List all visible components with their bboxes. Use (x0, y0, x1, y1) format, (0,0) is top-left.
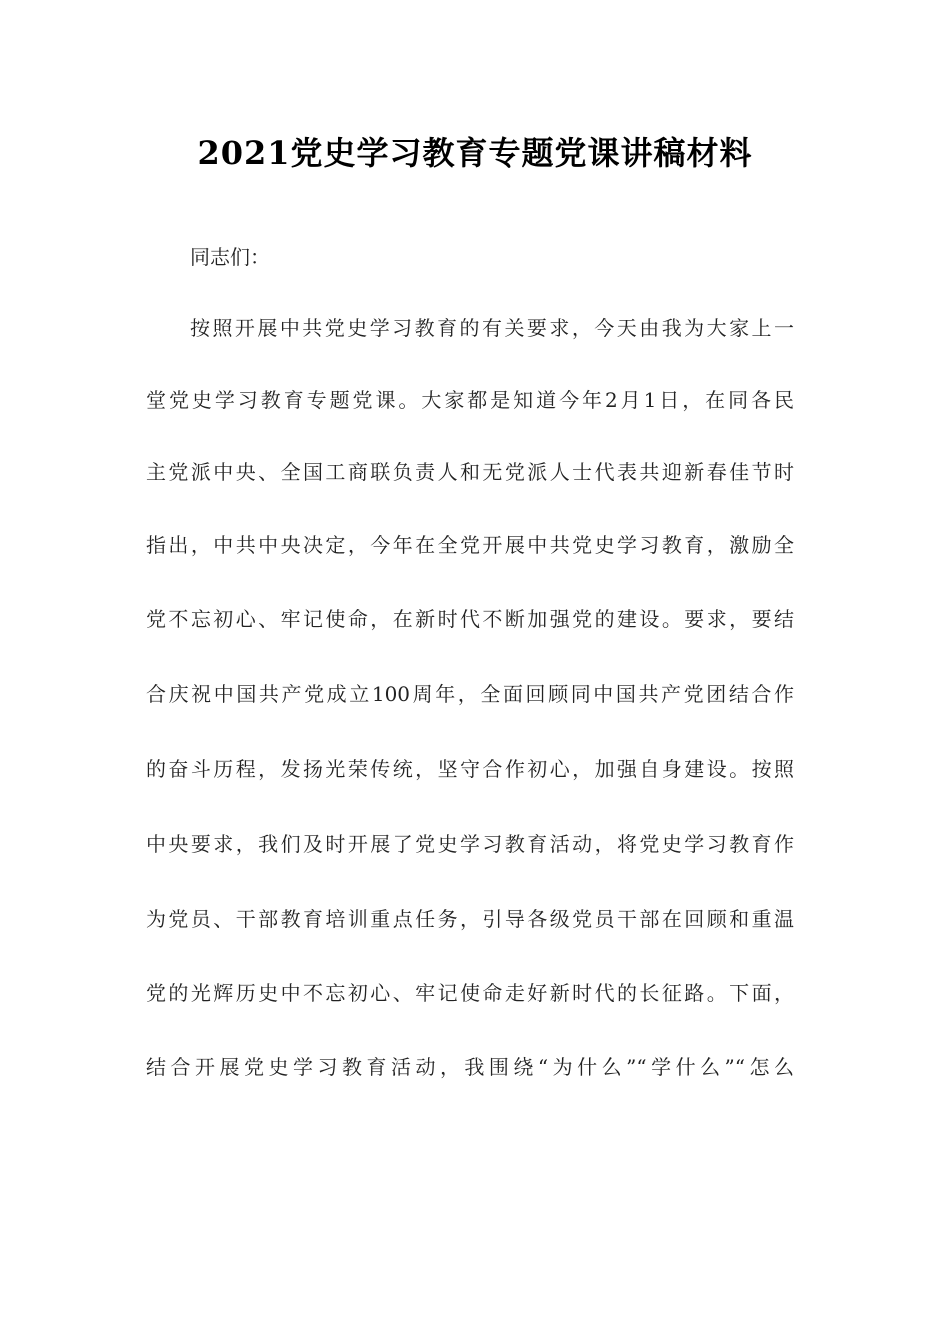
body-line: 主党派中央、全国工商联负责人和无党派人士代表共迎新春佳节时 (146, 460, 794, 484)
body-line: 指出，中共中央决定，今年在全党开展中共党史学习教育，激励全 (146, 533, 794, 557)
body-line: 结合开展党史学习教育活动，我围绕“为什么”“学什么”“怎么 (146, 1055, 794, 1079)
body-line: 为党员、干部教育培训重点任务，引导各级党员干部在回顾和重温 (146, 907, 794, 931)
body-line: 合庆祝中国共产党成立100周年，全面回顾同中国共产党团结合作 (146, 682, 794, 706)
body-line: 党的光辉历史中不忘初心、牢记使命走好新时代的长征路。下面， (146, 981, 794, 1005)
body-line: 党不忘初心、牢记使命，在新时代不断加强党的建设。要求，要结 (146, 607, 794, 631)
document-title: 2021党史学习教育专题党课讲稿材料 (197, 134, 753, 172)
body-line: 堂党史学习教育专题党课。大家都是知道今年2月1日，在同各民 (146, 388, 794, 412)
body-line: 的奋斗历程，发扬光荣传统，坚守合作初心，加强自身建设。按照 (146, 757, 794, 781)
body-line: 按照开展中共党史学习教育的有关要求，今天由我为大家上一 (190, 316, 794, 340)
body-line: 中央要求，我们及时开展了党史学习教育活动，将党史学习教育作 (146, 832, 794, 856)
salutation: 同志们： (190, 245, 270, 269)
